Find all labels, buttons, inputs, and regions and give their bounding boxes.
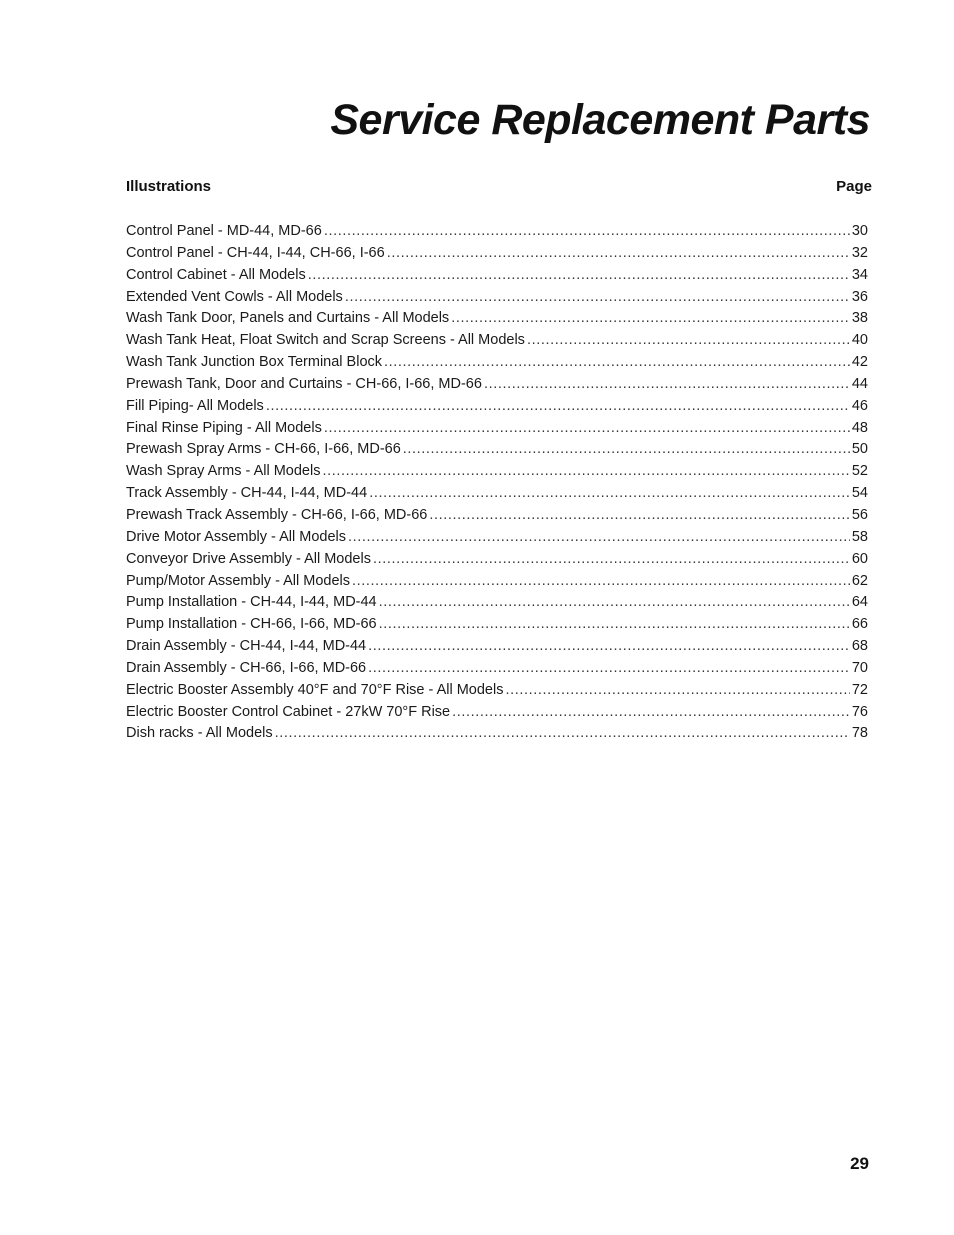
toc-entry-page: 46: [851, 397, 868, 414]
toc-entry-title: Extended Vent Cowls - All Models: [126, 288, 343, 305]
toc-entry-title: Electric Booster Control Cabinet - 27kW 70°F Rise: [126, 703, 451, 720]
dot-leader: [527, 330, 850, 352]
toc-entry-page: 76: [851, 703, 868, 720]
dot-leader: [324, 221, 850, 243]
toc-entry[interactable]: [126, 243, 868, 265]
toc-entry-title: Pump/Motor Assembly - All Models: [126, 572, 351, 589]
toc-entry-page: 44: [851, 375, 868, 392]
dot-leader: [324, 418, 850, 440]
toc-entry-title: Dish racks - All Models: [126, 725, 273, 742]
page-number: 29: [850, 1154, 869, 1173]
toc-entry[interactable]: [126, 483, 868, 505]
toc-entry-title: Control Panel - MD-44, MD-66: [126, 223, 322, 239]
dot-leader: [368, 658, 850, 680]
dot-leader: [348, 527, 850, 549]
toc-entry-page: 30: [851, 223, 868, 239]
dot-leader: [387, 243, 850, 265]
toc-entry-page: 54: [851, 485, 868, 502]
dot-leader: [429, 505, 849, 527]
dot-leader: [322, 461, 849, 483]
toc-entry-page: 32: [851, 244, 868, 261]
toc-entry[interactable]: [126, 439, 868, 461]
toc-entry-page: 36: [851, 288, 868, 305]
toc-header: [126, 178, 872, 200]
toc-entry-page: 56: [851, 506, 868, 523]
toc-entry[interactable]: [126, 330, 868, 352]
toc-entry[interactable]: [126, 723, 868, 745]
toc-entry-page: 60: [851, 550, 868, 567]
toc-list: [126, 221, 868, 745]
toc-entry-page: 62: [851, 572, 868, 589]
toc-entry-title: Track Assembly - CH-44, I-44, MD-44: [126, 485, 368, 502]
toc-entry[interactable]: [126, 680, 868, 702]
toc-entry-page: 66: [851, 616, 868, 633]
toc-entry-page: 70: [851, 659, 868, 676]
toc-entry-title: Wash Tank Door, Panels and Curtains - All Models: [126, 310, 450, 327]
toc-entry-page: 78: [851, 725, 868, 742]
toc-entry-title: Control Panel - CH-44, I-44, CH-66, I-66: [126, 244, 385, 261]
toc-entry[interactable]: [126, 592, 868, 614]
toc-entry-title: Wash Tank Heat, Float Switch and Scrap Screens - All Models: [126, 332, 525, 349]
dot-leader: [379, 614, 850, 636]
toc-header-page: Page: [836, 178, 872, 195]
dot-leader: [484, 374, 850, 396]
dot-leader: [308, 265, 850, 287]
toc-entry[interactable]: [126, 636, 868, 658]
toc-entry-title: Wash Spray Arms - All Models: [126, 463, 321, 480]
toc-entry-title: Fill Piping- All Models: [126, 397, 264, 414]
toc-entry[interactable]: [126, 527, 868, 549]
dot-leader: [379, 592, 850, 614]
toc-header-illustrations: Illustrations: [126, 178, 212, 195]
dot-leader: [403, 439, 850, 461]
toc-entry[interactable]: [126, 352, 868, 374]
toc-entry-title: Prewash Spray Arms - CH-66, I-66, MD-66: [126, 441, 401, 458]
toc-entry-page: 34: [851, 266, 868, 283]
toc-entry[interactable]: [126, 658, 868, 680]
toc-entry-title: Final Rinse Piping - All Models: [126, 419, 322, 436]
dot-leader: [345, 287, 850, 309]
toc-entry-page: 72: [851, 681, 868, 698]
page-title: Service Replacement Parts: [330, 96, 870, 144]
toc-entry-title: Drive Motor Assembly - All Models: [126, 528, 346, 545]
toc-entry[interactable]: [126, 549, 868, 571]
toc-entry-title: Prewash Tank, Door and Curtains - CH-66, I-66, MD-66: [126, 375, 482, 392]
dot-leader: [368, 636, 850, 658]
toc-entry[interactable]: [126, 396, 868, 418]
dot-leader: [275, 723, 850, 745]
toc-entry-title: Conveyor Drive Assembly - All Models: [126, 550, 371, 567]
dot-leader: [505, 680, 849, 702]
dot-leader: [451, 308, 850, 330]
toc-entry[interactable]: [126, 505, 868, 527]
dot-leader: [373, 549, 850, 571]
toc-entry-page: 42: [851, 354, 868, 371]
toc-entry-title: Drain Assembly - CH-44, I-44, MD-44: [126, 638, 367, 655]
toc-entry[interactable]: [126, 308, 868, 330]
toc-entry-title: Wash Tank Junction Box Terminal Block: [126, 354, 383, 371]
toc-entry-title: Drain Assembly - CH-66, I-66, MD-66: [126, 659, 367, 676]
toc-entry[interactable]: [126, 418, 868, 440]
toc-entry-page: 48: [851, 419, 868, 436]
toc-entry-title: Pump Installation - CH-66, I-66, MD-66: [126, 616, 377, 633]
toc-entry-page: 50: [851, 441, 868, 458]
dot-leader: [369, 483, 850, 505]
dot-leader: [452, 702, 850, 724]
dot-leader: [266, 396, 850, 418]
toc-entry[interactable]: [126, 571, 868, 593]
dot-leader: [384, 352, 850, 374]
toc-entry[interactable]: [126, 461, 868, 483]
toc-entry[interactable]: [126, 265, 868, 287]
toc-entry-page: 40: [851, 332, 868, 349]
toc-entry-page: 58: [851, 528, 868, 545]
toc-entry-title: Prewash Track Assembly - CH-66, I-66, MD-66: [126, 506, 428, 523]
toc-entry-title: Control Cabinet - All Models: [126, 266, 306, 283]
toc-entry[interactable]: [126, 221, 868, 243]
toc-entry-page: 68: [851, 638, 868, 655]
toc-entry-page: 38: [851, 310, 868, 327]
toc-entry-title: Pump Installation - CH-44, I-44, MD-44: [126, 594, 377, 611]
toc-entry[interactable]: [126, 702, 868, 724]
toc-entry[interactable]: [126, 287, 868, 309]
toc-entry-title: Electric Booster Assembly 40°F and 70°F Rise - All Models: [126, 681, 504, 698]
toc-entry[interactable]: [126, 374, 868, 396]
dot-leader: [352, 571, 850, 593]
toc-entry-page: 64: [851, 594, 868, 611]
toc-entry[interactable]: [126, 614, 868, 636]
toc-entry-page: 52: [851, 463, 868, 480]
